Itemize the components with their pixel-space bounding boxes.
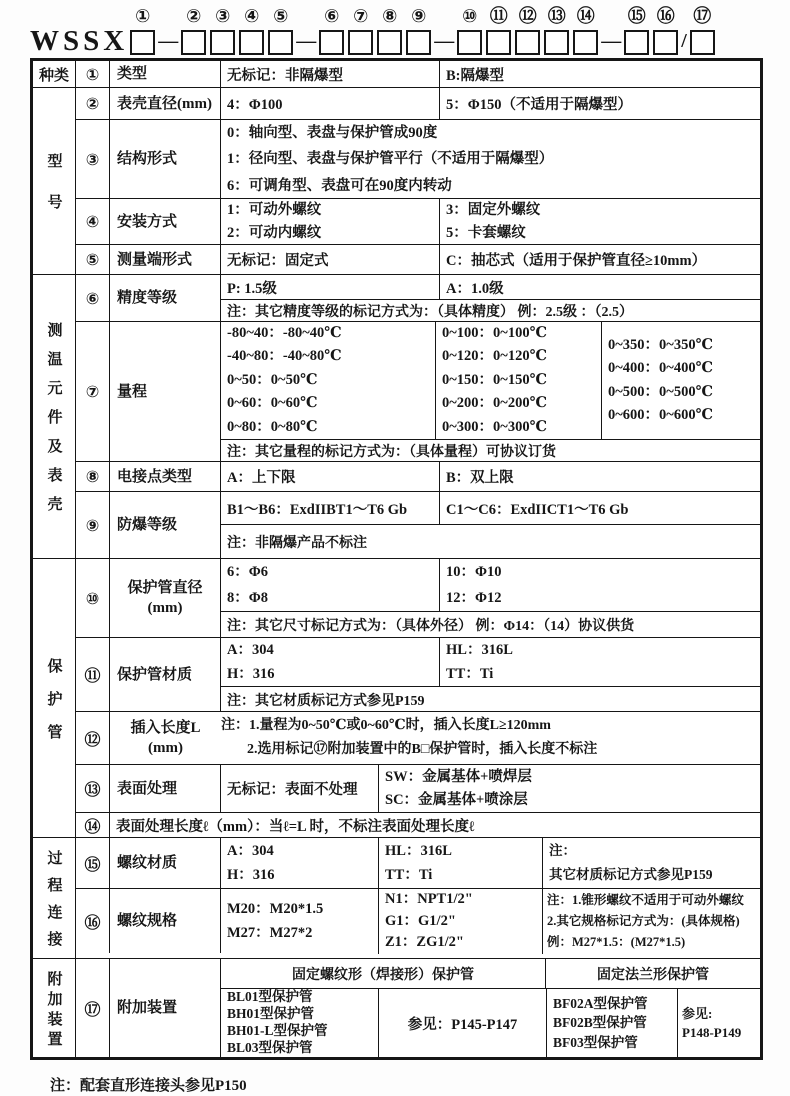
row-structure <box>76 119 760 198</box>
section-process-connection <box>33 837 760 958</box>
spec-table <box>30 58 763 1060</box>
row-explosion-rating <box>76 491 760 558</box>
cell: C：抽芯式（适用于保护管直径≥10mm） <box>439 245 760 274</box>
code-box <box>268 30 293 55</box>
row-contact-type <box>76 461 760 491</box>
code-box <box>319 30 344 55</box>
code-unit-13 <box>542 5 571 55</box>
circled-16: ⑯ <box>656 6 675 27</box>
section-accessories <box>33 958 760 1057</box>
threaded-well-list: BL01型保护管 BH01型保护管 BH01-L型保护管 BL03型保护管 <box>227 989 328 1055</box>
cell: HL：316L TT：Ti <box>378 838 542 888</box>
cell: 表面处理长度ℓ（mm）：当ℓ=L 时，不标注表面处理长度ℓ <box>116 818 475 835</box>
section-thermowell <box>33 558 760 837</box>
cell: M20：M20*1.5 M27：M27*2 <box>227 901 324 942</box>
code-unit-12 <box>513 5 542 55</box>
row-num: ① <box>76 61 110 87</box>
cell: 0：轴向型、表盘与保护管成90度 1：径向型、表盘与保护管平行（不适用于隔爆型） 6：可调角型、表盘可在90度内转动 <box>227 125 554 194</box>
cell: 6：Φ6 8：Φ8 <box>227 564 269 606</box>
row-label: 螺纹材质 <box>110 838 221 888</box>
flanged-well-list: BF02A型保护管 BF02B型保护管 BF03型保护管 <box>546 989 677 1057</box>
row-num: ⑰ <box>76 959 110 1057</box>
row-label: 附加装置 <box>110 959 221 1057</box>
cell: A：304 H：316 <box>227 843 275 883</box>
row-sensing-end <box>76 244 760 274</box>
code-box <box>690 30 715 55</box>
cell: A：1.0级 <box>439 275 760 299</box>
code-unit-9 <box>404 5 433 55</box>
row-label: 类型 <box>110 61 221 87</box>
circled-7: ⑦ <box>353 6 369 27</box>
row-label: 表壳直径(mm) <box>110 88 221 119</box>
code-unit-15 <box>622 5 651 55</box>
section-category <box>33 61 760 87</box>
circled-14: ⑭ <box>576 6 595 27</box>
section-label-model: 型号 <box>45 153 62 235</box>
code-box <box>653 30 678 55</box>
code-box <box>210 30 235 55</box>
circled-12: ⑫ <box>518 6 537 27</box>
cell: N1：NPT1/2" G1：G1/2" Z1：ZG1/2" <box>378 889 542 954</box>
row-surface-treatment <box>76 764 760 812</box>
row-type <box>76 61 760 87</box>
row-num: ⑯ <box>76 889 110 953</box>
dash-separator: — <box>158 30 179 52</box>
circled-11: ⑪ <box>489 6 508 27</box>
accessory-headers <box>221 959 760 989</box>
row-num: ⑪ <box>76 638 110 711</box>
cell: 无标记：固定式 <box>227 253 329 269</box>
section-label-element-case: 测温元件及表壳 <box>45 322 62 525</box>
circled-1: ① <box>135 6 151 27</box>
range-col-3: 0~350：0~350℃ 0~400：0~400℃ 0~500：0~500℃ 0~600：0~600℃ <box>601 322 760 439</box>
row-mounting <box>76 198 760 244</box>
row-num: ⑫ <box>76 712 110 764</box>
row-num: ⑧ <box>76 462 110 491</box>
row-num: ⑤ <box>76 245 110 274</box>
model-prefix: WSSX <box>30 25 129 57</box>
header-threaded-well: 固定螺纹形（焊接形）保护管 <box>292 967 474 983</box>
threaded-well-ref: 参见：P145-P147 <box>378 989 546 1057</box>
section-label-category: 种类 <box>33 61 76 87</box>
row-well-material <box>76 637 760 711</box>
cell: B：双上限 <box>439 462 760 491</box>
code-box <box>239 30 264 55</box>
cell: 1：可动外螺纹 2：可动内螺纹 <box>227 202 322 241</box>
code-box <box>544 30 569 55</box>
flanged-well-ref: 参见: P148-P149 <box>677 989 760 1057</box>
cell: SW：金属基体+喷焊层 SC：金属基体+喷涂层 <box>378 765 760 812</box>
row-num: ④ <box>76 199 110 244</box>
cell: 5：Φ150（不适用于隔爆型） <box>439 88 760 119</box>
cell: 注：1.量程为0~50℃或0~60℃时，插入长度L≥120mm 2.选用标记⑰附加装置中的B□保护管时，插入长度不标注 <box>221 718 598 757</box>
section-element-case <box>33 274 760 558</box>
note-cell: 注： 其它材质标记方式参见P159 <box>542 838 760 888</box>
section-label-process-connection: 过程连接 <box>45 850 62 958</box>
code-box <box>515 30 540 55</box>
row-case-diameter <box>76 88 760 119</box>
code-unit-4 <box>237 5 266 55</box>
row-label: 测量端形式 <box>110 245 221 274</box>
row-label: 插入长度L (mm) <box>130 720 201 756</box>
code-box <box>348 30 373 55</box>
code-box <box>573 30 598 55</box>
row-well-diameter <box>76 559 760 637</box>
circled-13: ⑬ <box>547 6 566 27</box>
circled-4: ④ <box>244 6 260 27</box>
row-label: 表面处理 <box>110 765 221 812</box>
code-box <box>486 30 511 55</box>
slash-separator: / <box>681 30 687 52</box>
circled-5: ⑤ <box>273 6 289 27</box>
row-insertion-length <box>76 711 760 764</box>
cell: A：上下限 <box>227 470 296 486</box>
row-accuracy <box>76 275 760 321</box>
dash-separator: — <box>296 30 317 52</box>
code-unit-8 <box>375 5 404 55</box>
row-thread-size <box>76 888 760 953</box>
circled-3: ③ <box>215 6 231 27</box>
row-thread-material <box>76 838 760 888</box>
row-label: 螺纹规格 <box>110 889 221 953</box>
row-label: 结构形式 <box>110 120 221 198</box>
row-label: 电接点类型 <box>110 462 221 491</box>
note: 注：其它材质标记方式参见P159 <box>221 686 760 712</box>
code-unit-5 <box>266 5 295 55</box>
code-box <box>457 30 482 55</box>
note: 注：其它量程的标记方式为：（具体量程）可协议订货 <box>221 439 760 462</box>
note-cell: 注：1.锥形螺纹不适用于可动外螺纹 2.其它规格标记方式为：(具体规格) 例：M27*1.5：(M27*1.5) <box>542 889 760 954</box>
note: 注：其它精度等级的标记方式为：（具体精度） 例：2.5级 ：（2.5） <box>221 299 760 321</box>
row-num: ⑥ <box>76 275 110 321</box>
note: 注：非隔爆产品不标注 <box>221 524 760 558</box>
header-flanged-well: 固定法兰形保护管 <box>545 959 760 988</box>
circled-6: ⑥ <box>324 6 340 27</box>
code-unit-7 <box>346 5 375 55</box>
section-label-thermowell: 保护管 <box>45 657 62 757</box>
cell: B:隔爆型 <box>439 61 760 87</box>
code-box <box>130 30 155 55</box>
row-num: ③ <box>76 120 110 198</box>
row-accessories <box>76 959 760 1057</box>
cell: B1～B6：ExdIIBT1～T6 Gb <box>227 501 408 518</box>
row-num: ⑨ <box>76 492 110 558</box>
row-num: ② <box>76 88 110 119</box>
cell: 无标记：表面不处理 <box>227 782 358 798</box>
code-unit-3 <box>208 5 237 55</box>
row-label: 保护管直径 (mm) <box>110 559 221 637</box>
model-code-header <box>0 0 790 55</box>
row-label: 保护管材质 <box>110 638 221 711</box>
cell: A：304 H：316 <box>227 642 275 682</box>
cell: HL：316L TT：Ti <box>439 638 760 686</box>
code-unit-14 <box>571 5 600 55</box>
row-num: ⑩ <box>76 559 110 637</box>
row-label: 防爆等级 <box>110 492 221 558</box>
dash-separator: — <box>434 30 455 52</box>
cell: 3：固定外螺纹 5：卡套螺纹 <box>439 199 760 245</box>
range-col-1: -80~40：-80~40℃ -40~80：-40~80℃ 0~50：0~50℃ 0~60：0~60℃ 0~80：0~80℃ <box>227 325 342 435</box>
circled-15: ⑮ <box>627 6 646 27</box>
code-box <box>406 30 431 55</box>
circled-17: ⑰ <box>693 6 712 27</box>
circled-8: ⑧ <box>382 6 398 27</box>
cell: 4：Φ100 <box>227 97 283 113</box>
row-label: 量程 <box>110 322 221 461</box>
row-num: ⑦ <box>76 322 110 461</box>
code-unit-16 <box>651 5 680 55</box>
code-unit-10 <box>455 5 484 55</box>
row-treatment-length <box>76 812 760 837</box>
row-range <box>76 321 760 461</box>
range-col-2: 0~100：0~100℃ 0~120：0~120℃ 0~150：0~150℃ 0~200：0~200℃ 0~300：0~300℃ <box>435 322 601 439</box>
row-label: 安装方式 <box>110 199 221 244</box>
circled-2: ② <box>186 6 202 27</box>
row-label: 精度等级 <box>110 275 221 321</box>
row-num: ⑬ <box>76 765 110 812</box>
cell: 无标记：非隔爆型 <box>227 67 343 84</box>
row-num: ⑮ <box>76 838 110 888</box>
section-label-accessories: 附加装置 <box>45 970 62 1051</box>
code-unit-2 <box>179 5 208 55</box>
cell: P: 1.5级 <box>227 280 277 297</box>
cell: 10：Φ10 12：Φ12 <box>439 559 760 611</box>
code-unit-1 <box>128 5 157 55</box>
code-box <box>624 30 649 55</box>
code-box <box>181 30 206 55</box>
dash-separator: — <box>601 30 622 52</box>
row-num: ⑭ <box>76 813 110 837</box>
note: 注：其它尺寸标记方式为：（具体外径） 例：Φ14：（14）协议供货 <box>221 611 760 637</box>
circled-9: ⑨ <box>411 6 427 27</box>
code-unit-17 <box>688 5 717 55</box>
cell: C1～C6：ExdIICT1～T6 Gb <box>439 492 760 524</box>
code-unit-11 <box>484 5 513 55</box>
circled-10: ⑩ <box>462 6 478 27</box>
code-unit-6 <box>317 5 346 55</box>
code-box <box>377 30 402 55</box>
footer-note: 注：配套直形连接头参见P150 <box>50 1078 247 1094</box>
section-model <box>33 87 760 274</box>
